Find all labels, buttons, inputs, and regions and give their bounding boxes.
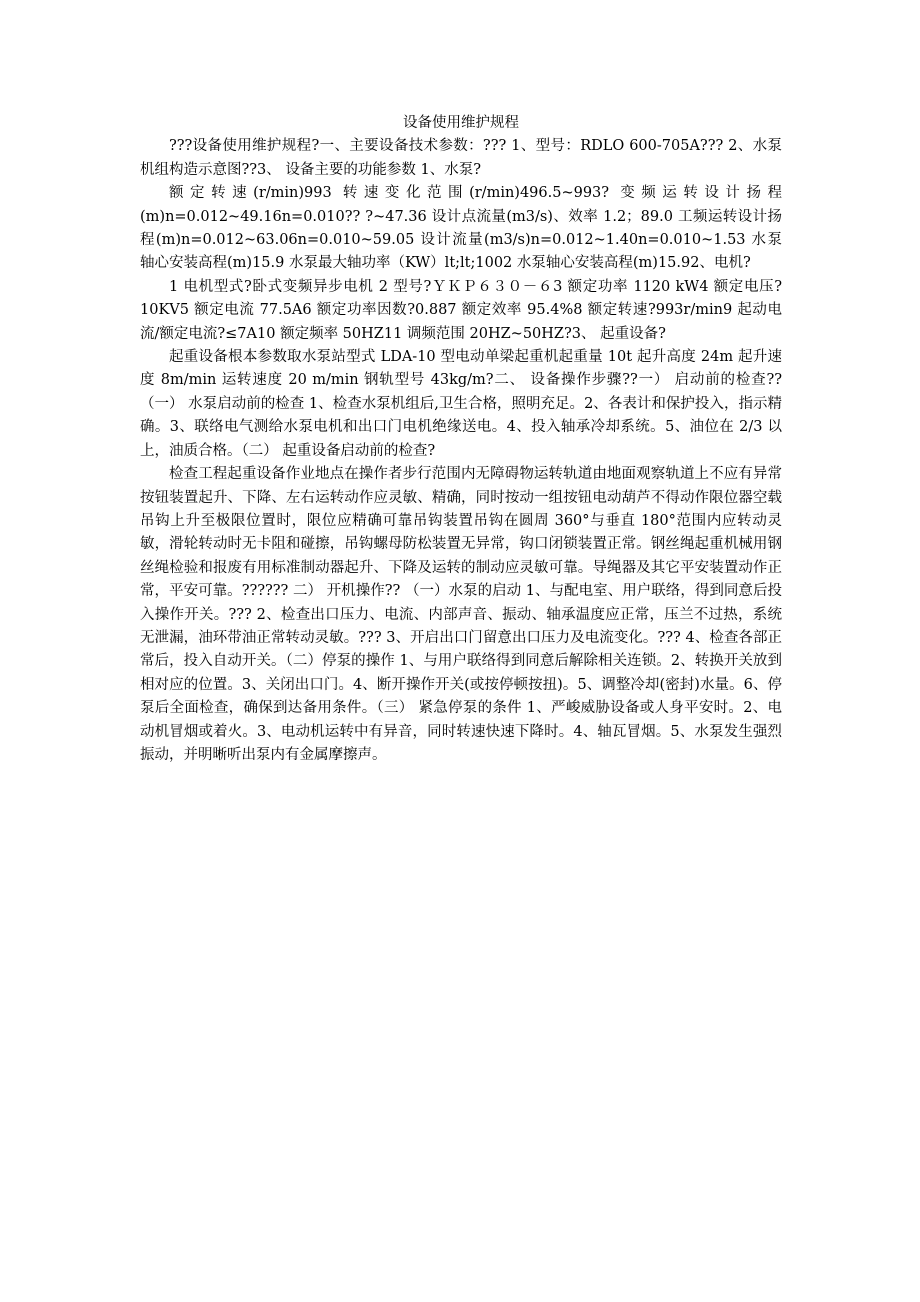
document-page <box>140 112 782 767</box>
paragraph-motor-parameters: 1 电机型式?卧式变频异步电机 2 型号?ＹＫＰ６３０－６3 额定功率 1120 kW4 额定电压?10KV5 额定电流 77.5A6 额定功率因数?0.887 额定效率 95.4%8 额定转速?993r/min9 起动电流/额定电流?≤7A10 额定频率 50HZ11 调频范围 20HZ~50HZ?3、 起重设备? <box>140 278 782 342</box>
paragraph-intro: ???设备使用维护规程?一、主要设备技术参数：??? 1、型号：RDLO 600-705A??? 2、水泵机组构造示意图??3、 设备主要的功能参数 1、水泵? <box>140 138 782 178</box>
paragraph-operation-steps: 检查工程起重设备作业地点在操作者步行范围内无障碍物运转轨道由地面观察轨道上不应有异常按钮装置起升、下降、左右运转动作应灵敏、精确，同时按动一组按钮电动葫芦不得动作限位器空载吊钩上升至极限位置时，限位应精确可靠吊钩装置吊钩在圆周 360°与垂直 180°范围内应转动灵敏，滑轮转动时无卡阻和碰擦，吊钩螺母防松装置无异常，钩口闭锁装置正常。钢丝绳起重机械用钢丝绳检验和报废有用标准制动器起升、下降及运转的制动应灵敏可靠。导绳器及其它平安装置动作正常，平安可靠。?????? 二） 开机操作?? （一）水泵的启动 1、与配电室、用户联络，得到同意后投入操作开关。??? 2、检查出口压力、电流、内部声音、振动、轴承温度应正常，压兰不过热，系统无泄漏，油环带油正常转动灵敏。??? 3、开启出口门留意出口压力及电流变化。??? 4、检查各部正常后，投入自动开关。（二）停泵的操作 1、与用户联络得到同意后解除相关连锁。2、转换开关放到相对应的位置。3、关闭出口门。4、断开操作开关(或按停顿按扭)。5、调整冷却(密封)水量。6、停泵后全面检查，确保到达备用条件。（三） 紧急停泵的条件 1、严峻威胁设备或人身平安时。2、电动机冒烟或着火。3、电动机运转中有异音，同时转速快速下降时。4、轴瓦冒烟。5、水泵发生强烈振动，并明晰听出泵内有金属摩擦声。 <box>140 466 782 763</box>
paragraph-pump-parameters: 额定转速(r/min)993 转速变化范围(r/min)496.5~993? 变频运转设计扬程(m)n=0.012~49.16n=0.010?? ?~47.36 设计点流量(m3/s)、效率 1.2；89.0 工频运转设计扬程(m)n=0.012~63.06n=0.010~59.05 设计流量(m3/s)n=0.012~1.40n=0.010~1.53 水泵轴心安装高程(m)15.9 水泵最大轴功率（KW）lt;lt;1002 水泵轴心安装高程(m)15.92、电机? <box>140 185 782 272</box>
paragraph-crane-parameters: 起重设备根本参数取水泵站型式 LDA-10 型电动单梁起重机起重量 10t 起升高度 24m 起升速度 8m/min 运转速度 20 m/min 钢轨型号 43kg/m?二、 设备操作步骤??一） 启动前的检查?? （一） 水泵启动前的检查 1、检查水泵机组后,卫生合格，照明充足。2、各表计和保护投入，指示精确。3、联络电气测给水泵电机和出口门电机绝缘送电。4、投入轴承冷却系统。5、油位在 2/3 以上，油质合格。（二） 起重设备启动前的检查? <box>140 349 782 459</box>
document-title: 设备使用维护规程 <box>403 115 519 131</box>
